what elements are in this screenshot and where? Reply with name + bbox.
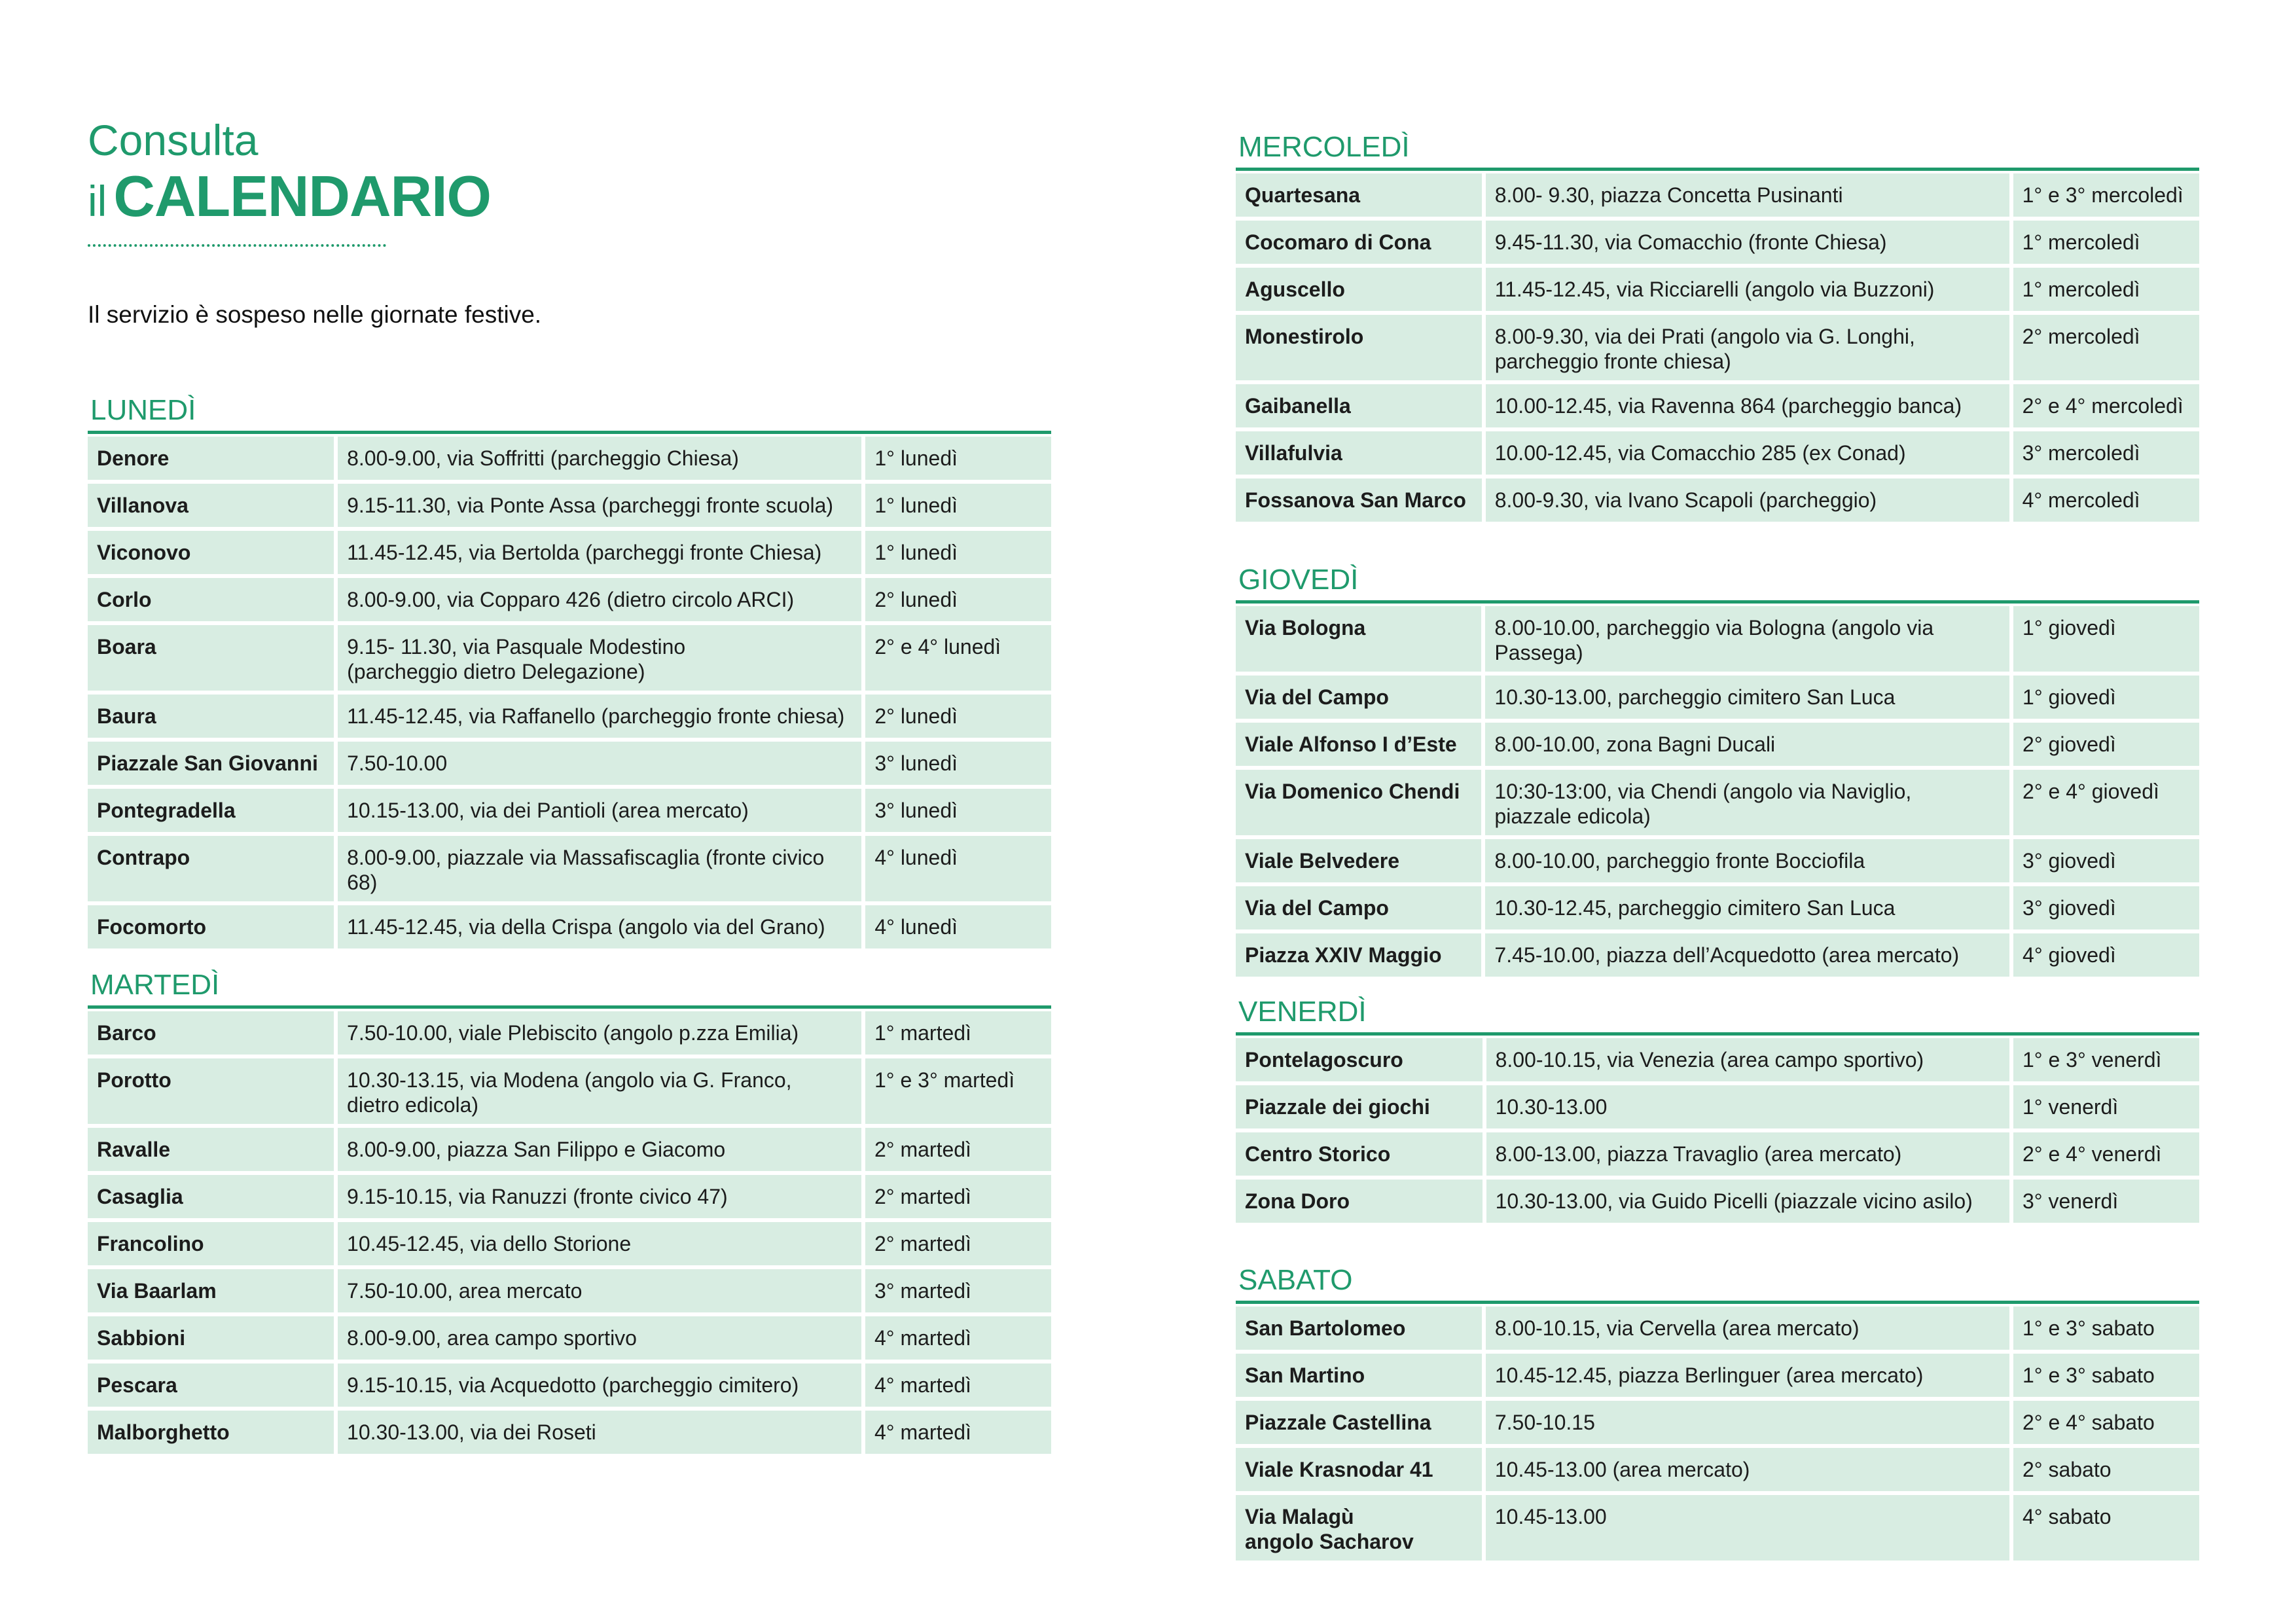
schedule-row — [1236, 839, 2199, 882]
week-cell: 1° e 3° martedì — [865, 1058, 1051, 1124]
week-cell: 3° venerdì — [2013, 1180, 2199, 1223]
time-cell: 8.00-9.00, via Copparo 426 (dietro circolo ARCI) — [338, 578, 865, 621]
place-cell: Villafulvia — [1236, 431, 1486, 475]
week-cell: 2° sabato — [2013, 1448, 2199, 1491]
time-cell: 9.15-10.15, via Ranuzzi (fronte civico 47) — [338, 1175, 865, 1218]
place-cell: Piazzale Castellina — [1236, 1401, 1486, 1444]
time-cell: 11.45-12.45, via della Crispa (angolo via del Grano) — [338, 905, 865, 948]
schedule-row — [88, 1128, 1051, 1171]
place-cell: Denore — [88, 437, 338, 480]
week-cell: 2° e 4° venerdì — [2013, 1132, 2199, 1176]
time-cell: 7.50-10.15 — [1486, 1401, 2013, 1444]
service-notice: Il servizio è sospeso nelle giornate festive. — [88, 301, 542, 328]
time-cell: 10.00-12.45, via Comacchio 285 (ex Conad) — [1486, 431, 2013, 475]
schedule-row — [1236, 676, 2199, 719]
week-cell: 1° martedì — [865, 1011, 1051, 1055]
time-cell: 11.45-12.45, via Ricciarelli (angolo via Buzzoni) — [1486, 268, 2013, 311]
week-cell: 3° giovedì — [2013, 886, 2199, 929]
week-cell: 1° giovedì — [2013, 606, 2199, 672]
place-cell: Francolino — [88, 1222, 338, 1265]
place-cell: Monestirolo — [1236, 315, 1486, 380]
time-cell: 8.00-10.00, parcheggio via Bologna (angolo via Passega) — [1485, 606, 2013, 672]
place-cell: Via Domenico Chendi — [1236, 770, 1485, 835]
time-cell: 10:30-13:00, via Chendi (angolo via Naviglio, piazzale edicola) — [1485, 770, 2013, 835]
schedule-row — [88, 905, 1051, 948]
place-cell: Gaibanella — [1236, 384, 1486, 427]
schedule-row — [88, 437, 1051, 480]
section-lunedi — [88, 390, 1051, 952]
week-cell: 1° e 3° mercoledì — [2013, 173, 2199, 217]
schedule-row — [88, 1175, 1051, 1218]
place-cell: Via Bologna — [1236, 606, 1485, 672]
place-cell: Piazza XXIV Maggio — [1236, 933, 1485, 977]
time-cell: 8.00-9.30, via dei Prati (angolo via G. Longhi, parcheggio fronte chiesa) — [1486, 315, 2013, 380]
place-cell: Via Baarlam — [88, 1269, 338, 1312]
time-cell: 7.50-10.00, viale Plebiscito (angolo p.zza Emilia) — [338, 1011, 865, 1055]
schedule-row — [1236, 1448, 2199, 1491]
schedule-row — [1236, 1354, 2199, 1397]
time-cell: 8.00-10.15, via Cervella (area mercato) — [1486, 1307, 2013, 1350]
week-cell: 2° lunedì — [865, 578, 1051, 621]
schedule-row — [88, 484, 1051, 527]
section-sabato — [1236, 1260, 2199, 1564]
schedule-table — [1236, 602, 2199, 981]
time-cell: 11.45-12.45, via Raffanello (parcheggio fronte chiesa) — [338, 695, 865, 738]
schedule-row — [88, 836, 1051, 901]
schedule-row — [1236, 770, 2199, 835]
schedule-row — [88, 1222, 1051, 1265]
place-cell: Piazzale San Giovanni — [88, 742, 338, 785]
week-cell: 2° martedì — [865, 1175, 1051, 1218]
section-heading: VENERDÌ — [1236, 992, 2199, 1036]
title-consulta: Consulta — [88, 116, 259, 164]
place-cell: Via del Campo — [1236, 676, 1485, 719]
place-cell: Casaglia — [88, 1175, 338, 1218]
place-cell: Contrapo — [88, 836, 338, 901]
section-heading: GIOVEDÌ — [1236, 560, 2199, 604]
week-cell: 4° martedì — [865, 1363, 1051, 1407]
schedule-row — [1236, 1180, 2199, 1223]
place-cell: Viale Belvedere — [1236, 839, 1485, 882]
schedule-row — [88, 625, 1051, 691]
week-cell: 1° lunedì — [865, 531, 1051, 574]
time-cell: 10.45-13.00 — [1486, 1495, 2013, 1561]
place-cell: Porotto — [88, 1058, 338, 1124]
place-cell: Ravalle — [88, 1128, 338, 1171]
place-cell: Viale Alfonso I d’Este — [1236, 723, 1485, 766]
week-cell: 1° e 3° sabato — [2013, 1354, 2199, 1397]
place-cell: Barco — [88, 1011, 338, 1055]
time-cell: 9.15-11.30, via Ponte Assa (parcheggi fronte scuola) — [338, 484, 865, 527]
week-cell: 1° e 3° venerdì — [2013, 1038, 2199, 1081]
section-heading: LUNEDÌ — [88, 390, 1051, 434]
week-cell: 3° lunedì — [865, 789, 1051, 832]
schedule-table — [1236, 170, 2199, 526]
schedule-row — [88, 695, 1051, 738]
place-cell: Zona Doro — [1236, 1180, 1486, 1223]
schedule-row — [88, 742, 1051, 785]
section-mercoledi — [1236, 127, 2199, 526]
schedule-row — [1236, 1038, 2199, 1081]
week-cell: 4° martedì — [865, 1411, 1051, 1454]
week-cell: 2° e 4° mercoledì — [2013, 384, 2199, 427]
time-cell: 7.45-10.00, piazza dell’Acquedotto (area mercato) — [1485, 933, 2013, 977]
time-cell: 10.30-13.00 — [1486, 1085, 2013, 1128]
week-cell: 1° lunedì — [865, 437, 1051, 480]
place-cell: Corlo — [88, 578, 338, 621]
title-divider — [88, 244, 386, 247]
schedule-row — [1236, 723, 2199, 766]
time-cell: 10.30-13.15, via Modena (angolo via G. Franco, dietro edicola) — [338, 1058, 865, 1124]
schedule-row — [88, 1411, 1051, 1454]
time-cell: 10.45-12.45, via dello Storione — [338, 1222, 865, 1265]
place-cell: Aguscello — [1236, 268, 1486, 311]
week-cell: 3° mercoledì — [2013, 431, 2199, 475]
time-cell: 9.15- 11.30, via Pasquale Modestino (parcheggio dietro Delegazione) — [338, 625, 865, 691]
time-cell: 8.00-9.00, area campo sportivo — [338, 1316, 865, 1360]
week-cell: 1° mercoledì — [2013, 268, 2199, 311]
place-cell: Boara — [88, 625, 338, 691]
schedule-row — [1236, 478, 2199, 522]
week-cell: 4° sabato — [2013, 1495, 2199, 1561]
week-cell: 2° e 4° giovedì — [2013, 770, 2199, 835]
week-cell: 2° martedì — [865, 1128, 1051, 1171]
week-cell: 2° martedì — [865, 1222, 1051, 1265]
schedule-row — [1236, 268, 2199, 311]
week-cell: 1° giovedì — [2013, 676, 2199, 719]
place-cell: Pontelagoscuro — [1236, 1038, 1486, 1081]
week-cell: 3° lunedì — [865, 742, 1051, 785]
time-cell: 8.00-9.00, via Soffritti (parcheggio Chiesa) — [338, 437, 865, 480]
time-cell: 10.30-13.00, parcheggio cimitero San Luca — [1485, 676, 2013, 719]
place-cell: Pescara — [88, 1363, 338, 1407]
week-cell: 2° e 4° lunedì — [865, 625, 1051, 691]
week-cell: 1° venerdì — [2013, 1085, 2199, 1128]
week-cell: 4° giovedì — [2013, 933, 2199, 977]
section-heading: MERCOLEDÌ — [1236, 127, 2199, 171]
week-cell: 1° lunedì — [865, 484, 1051, 527]
schedule-row — [1236, 933, 2199, 977]
time-cell: 9.15-10.15, via Acquedotto (parcheggio cimitero) — [338, 1363, 865, 1407]
time-cell: 9.45-11.30, via Comacchio (fronte Chiesa) — [1486, 221, 2013, 264]
time-cell: 11.45-12.45, via Bertolda (parcheggi fronte Chiesa) — [338, 531, 865, 574]
schedule-table — [88, 1007, 1051, 1458]
schedule-row — [1236, 1307, 2199, 1350]
schedule-row — [88, 1058, 1051, 1124]
week-cell: 2° e 4° sabato — [2013, 1401, 2199, 1444]
place-cell: Cocomaro di Cona — [1236, 221, 1486, 264]
schedule-row — [1236, 173, 2199, 217]
time-cell: 7.50-10.00 — [338, 742, 865, 785]
title-calendario: CALENDARIO — [113, 164, 491, 228]
section-martedi — [88, 965, 1051, 1458]
section-heading: MARTEDÌ — [88, 965, 1051, 1009]
place-cell: Piazzale dei giochi — [1236, 1085, 1486, 1128]
place-cell: Fossanova San Marco — [1236, 478, 1486, 522]
time-cell: 10.15-13.00, via dei Pantioli (area mercato) — [338, 789, 865, 832]
schedule-row — [1236, 1401, 2199, 1444]
week-cell: 2° mercoledì — [2013, 315, 2199, 380]
schedule-row — [88, 531, 1051, 574]
week-cell: 1° mercoledì — [2013, 221, 2199, 264]
time-cell: 8.00-10.15, via Venezia (area campo sportivo) — [1486, 1038, 2013, 1081]
place-cell: Viconovo — [88, 531, 338, 574]
place-cell: Viale Krasnodar 41 — [1236, 1448, 1486, 1491]
schedule-row — [1236, 221, 2199, 264]
schedule-row — [88, 1011, 1051, 1055]
schedule-table — [1236, 1303, 2199, 1564]
time-cell: 10.45-12.45, piazza Berlinguer (area mercato) — [1486, 1354, 2013, 1397]
place-cell: Via del Campo — [1236, 886, 1485, 929]
time-cell: 8.00-13.00, piazza Travaglio (area mercato) — [1486, 1132, 2013, 1176]
place-cell: San Martino — [1236, 1354, 1486, 1397]
schedule-row — [1236, 1085, 2199, 1128]
schedule-row — [88, 1316, 1051, 1360]
title-il: il — [88, 177, 107, 225]
time-cell: 7.50-10.00, area mercato — [338, 1269, 865, 1312]
schedule-row — [88, 1363, 1051, 1407]
time-cell: 8.00-9.30, via Ivano Scapoli (parcheggio) — [1486, 478, 2013, 522]
place-cell: Sabbioni — [88, 1316, 338, 1360]
time-cell: 8.00-9.00, piazza San Filippo e Giacomo — [338, 1128, 865, 1171]
place-cell: Baura — [88, 695, 338, 738]
place-cell: Malborghetto — [88, 1411, 338, 1454]
schedule-row — [1236, 606, 2199, 672]
schedule-row — [88, 1269, 1051, 1312]
place-cell: Centro Storico — [1236, 1132, 1486, 1176]
page-title — [88, 117, 491, 245]
place-cell: Quartesana — [1236, 173, 1486, 217]
time-cell: 8.00- 9.30, piazza Concetta Pusinanti — [1486, 173, 2013, 217]
week-cell: 2° lunedì — [865, 695, 1051, 738]
section-venerdi — [1236, 992, 2199, 1227]
section-giovedi — [1236, 560, 2199, 981]
week-cell: 1° e 3° sabato — [2013, 1307, 2199, 1350]
place-cell: Focomorto — [88, 905, 338, 948]
time-cell: 10.30-13.00, via Guido Picelli (piazzale vicino asilo) — [1486, 1180, 2013, 1223]
time-cell: 10.30-12.45, parcheggio cimitero San Luca — [1485, 886, 2013, 929]
week-cell: 4° martedì — [865, 1316, 1051, 1360]
week-cell: 4° lunedì — [865, 836, 1051, 901]
section-heading: SABATO — [1236, 1260, 2199, 1304]
schedule-table — [88, 433, 1051, 952]
week-cell: 4° mercoledì — [2013, 478, 2199, 522]
time-cell: 8.00-9.00, piazzale via Massafiscaglia (fronte civico 68) — [338, 836, 865, 901]
schedule-row — [1236, 315, 2199, 380]
time-cell: 10.45-13.00 (area mercato) — [1486, 1448, 2013, 1491]
time-cell: 10.30-13.00, via dei Roseti — [338, 1411, 865, 1454]
week-cell: 4° lunedì — [865, 905, 1051, 948]
week-cell: 2° giovedì — [2013, 723, 2199, 766]
place-cell: Pontegradella — [88, 789, 338, 832]
schedule-row — [1236, 384, 2199, 427]
place-cell: Villanova — [88, 484, 338, 527]
time-cell: 10.00-12.45, via Ravenna 864 (parcheggio banca) — [1486, 384, 2013, 427]
schedule-row — [1236, 1132, 2199, 1176]
schedule-row — [88, 578, 1051, 621]
time-cell: 8.00-10.00, parcheggio fronte Bocciofila — [1485, 839, 2013, 882]
place-cell: Via Malagù angolo Sacharov — [1236, 1495, 1486, 1561]
week-cell: 3° giovedì — [2013, 839, 2199, 882]
schedule-row — [1236, 431, 2199, 475]
place-cell: San Bartolomeo — [1236, 1307, 1486, 1350]
schedule-row — [88, 789, 1051, 832]
week-cell: 3° martedì — [865, 1269, 1051, 1312]
schedule-row — [1236, 1495, 2199, 1561]
schedule-table — [1236, 1034, 2199, 1227]
time-cell: 8.00-10.00, zona Bagni Ducali — [1485, 723, 2013, 766]
schedule-row — [1236, 886, 2199, 929]
